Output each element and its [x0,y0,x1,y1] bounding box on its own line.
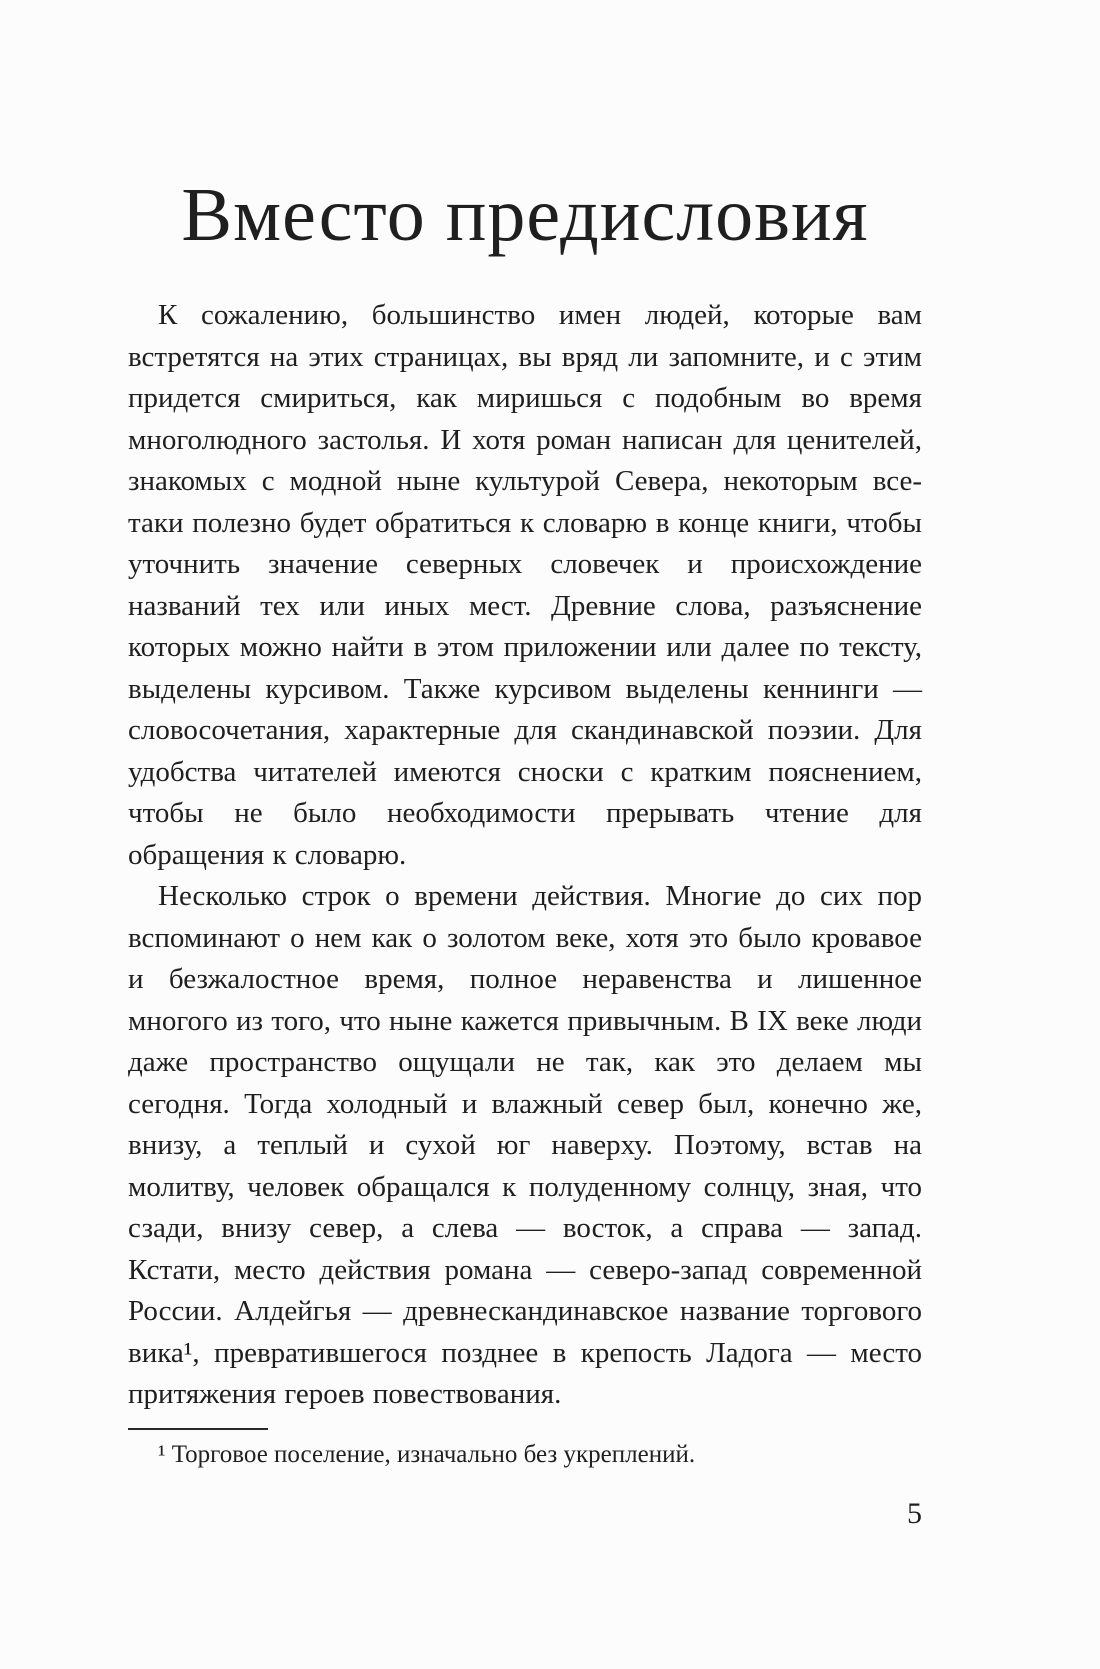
chapter-title: Вместо предисловия [181,173,869,257]
page-content [128,295,922,1530]
footnote-text: ¹ Торговое поселение, изначально без укреплений. [158,1440,696,1468]
paragraph-2: Несколько строк о времени действия. Многие до сих пор вспоминают о нем как о золотом веке, хотя это было кровавое и безжалостное время, полное неравенства и лишенное многого из того, что ныне кажется привычным. В IX веке люди даже пространство ощущали не так, как это делаем мы сегодня. Тогда холодный и влажный север был, конечно же, внизу, а теплый и сухой юг наверху. Поэтому, встав на молитву, человек обращался к полуденному солнцу, зная, что сзади, внизу север, а слева — восток, а справа — запад. Кстати, место действия романа — северо-запад современной России. Алдейгья — древнескандинавское название торгового вика¹, превратившегося позднее в крепость Ладога — место притяжения героев повествования. [128,880,922,1411]
footnote-divider [128,1428,268,1430]
page-number: 5 [907,1496,922,1530]
paragraph-1: К сожалению, большинство имен людей, которые вам встретятся на этих страницах, вы вряд ли запомните, и с этим придется смириться, как миришься с подобным во время многолюдного застолья. И хотя роман написан для ценителей, знакомых с модной ныне культурой Севера, некоторым все-таки полезно будет обратиться к словарю в конце книги, чтобы уточнить значение северных словечек и происхождение названий тех или иных мест. Древние слова, разъяснение которых можно найти в этом приложении или далее по тексту, выделены курсивом. Также курсивом выделены кеннинги — словосочетания, характерные для скандинавской поэзии. Для удобства читателей имеются сноски с кратким пояснением, чтобы не было необходимости прерывать чтение для обращения к словарю. [128,299,922,871]
